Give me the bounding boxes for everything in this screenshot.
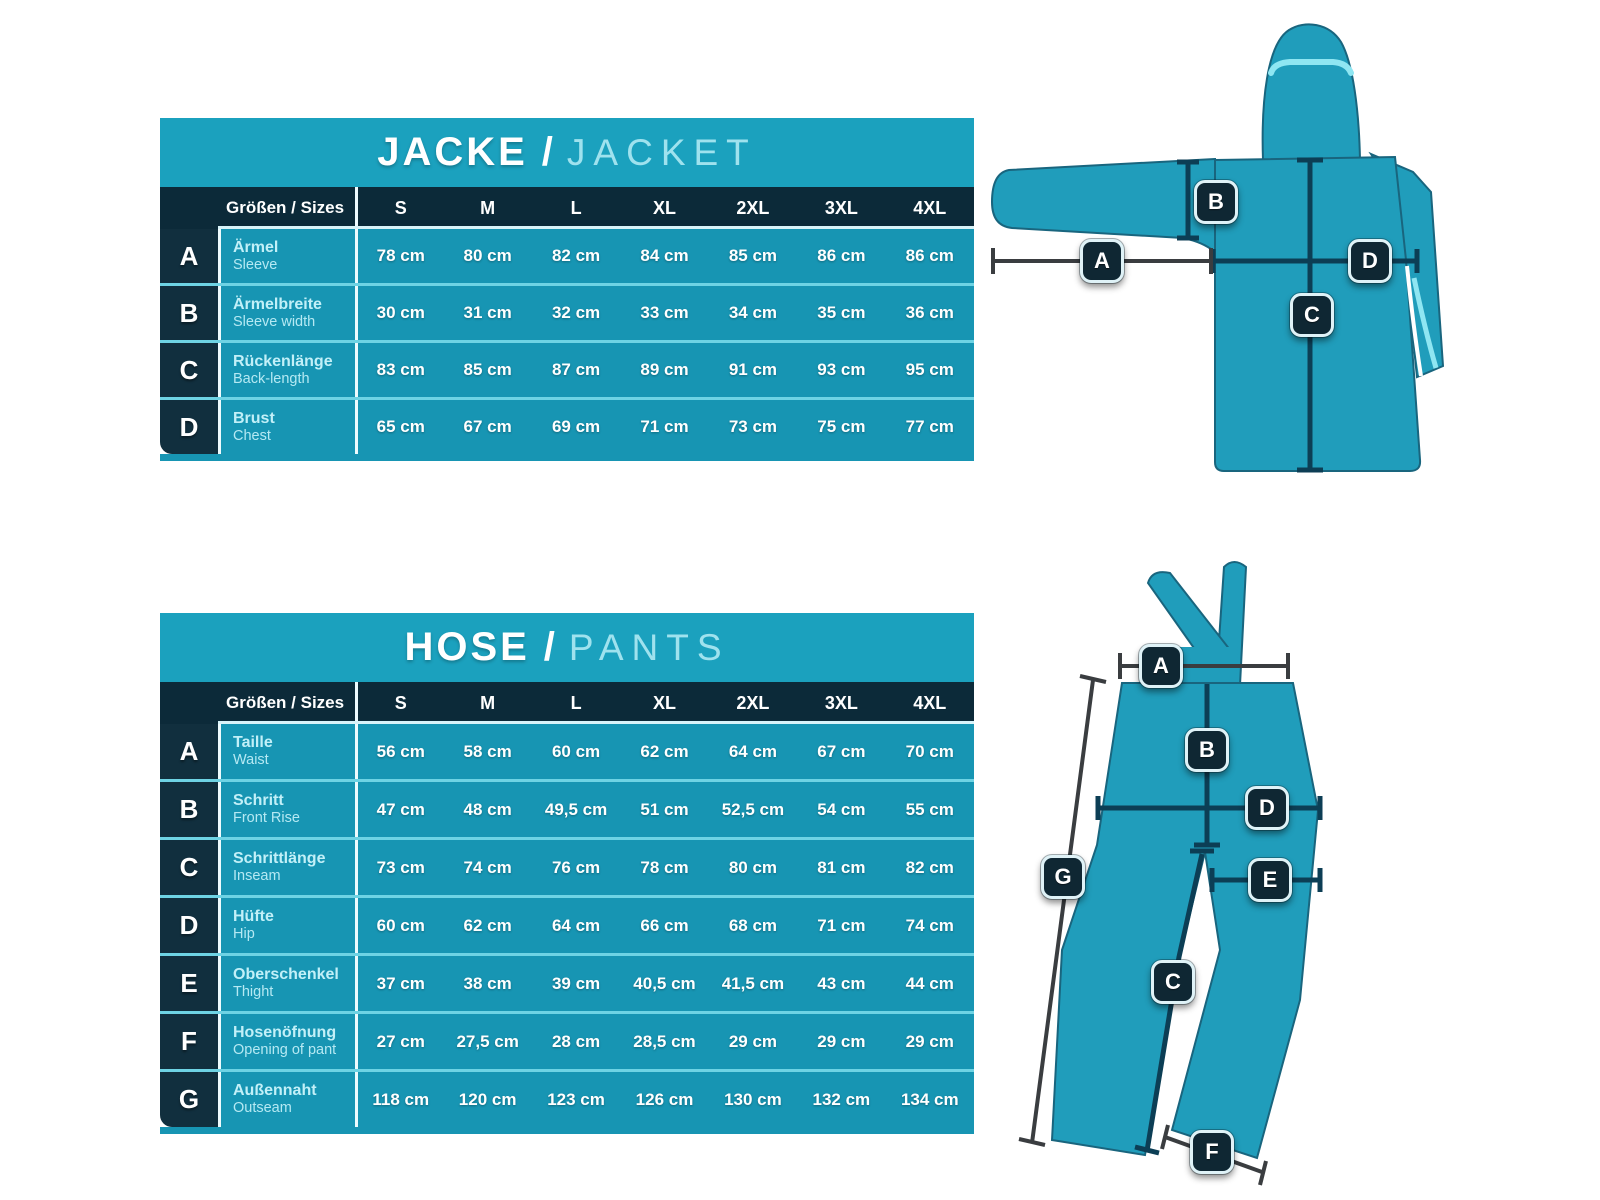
jacket-title-en: JACKET xyxy=(566,131,757,173)
pants-badge-letter-d: D xyxy=(1259,795,1275,820)
pants-value-cell: 43 cm xyxy=(797,956,885,1011)
pants-row-label-en: Front Rise xyxy=(233,810,300,827)
pants-row-label-en: Waist xyxy=(233,752,269,769)
pants-value-cell: 123 cm xyxy=(532,1072,620,1127)
pants-row-label-en: Outseam xyxy=(233,1100,292,1117)
jacket-size-column-3xl: 3XL xyxy=(824,197,858,218)
pants-size-column-4xl: 4XL xyxy=(913,692,947,713)
pants-row-label-en: Opening of pant xyxy=(233,1042,337,1059)
pants-value-cell: 74 cm xyxy=(886,898,974,953)
jacket-title-de: JACKE xyxy=(377,130,528,174)
pants-value-cell: 64 cm xyxy=(709,724,797,779)
pants-value-cell: 54 cm xyxy=(797,782,885,837)
pants-value-cell: 27 cm xyxy=(355,1014,443,1069)
pants-title-de: HOSE xyxy=(404,625,530,669)
pants-row-label-de: Außennaht xyxy=(233,1082,317,1100)
jacket-row-label-de: Brust xyxy=(233,409,275,427)
pants-value-cell: 126 cm xyxy=(620,1072,708,1127)
pants-value-cell: 40,5 cm xyxy=(620,956,708,1011)
pants-value-cell: 64 cm xyxy=(532,898,620,953)
pants-value-cell: 66 cm xyxy=(620,898,708,953)
pants-row-label-de: Schritt xyxy=(233,792,284,810)
pants-size-column-2xl: 2XL xyxy=(736,692,770,713)
pants-measure-badge-f xyxy=(1190,1130,1234,1174)
pants-row-label xyxy=(218,840,355,895)
jacket-value-cell: 85 cm xyxy=(443,343,531,397)
pants-value-cell: 80 cm xyxy=(709,840,797,895)
pants-badge-letter-e: E xyxy=(1262,867,1278,892)
pants-row-label-en: Hip xyxy=(233,926,255,943)
pants-size-column-m: M xyxy=(480,692,496,713)
pants-row-label xyxy=(218,1014,355,1069)
pants-badge-letter-g: G xyxy=(1054,864,1072,889)
jacket-row-label-en: Sleeve xyxy=(233,256,278,273)
jacket-row-label-en: Back-length xyxy=(233,370,310,387)
jacket-value-cell: 32 cm xyxy=(532,286,620,340)
jacket-badge-letter-d: D xyxy=(1362,248,1378,273)
pants-value-cell: 28,5 cm xyxy=(620,1014,708,1069)
pants-value-cell: 67 cm xyxy=(797,724,885,779)
pants-row-label-de: Schrittlänge xyxy=(233,850,326,868)
pants-value-cell: 76 cm xyxy=(532,840,620,895)
pants-table-title xyxy=(160,613,974,682)
pants-value-cell: 48 cm xyxy=(443,782,531,837)
pants-value-cell: 74 cm xyxy=(443,840,531,895)
pants-measure-badge-d xyxy=(1245,786,1289,830)
pants-row-label xyxy=(218,956,355,1011)
pants-table-row-e xyxy=(160,953,974,1011)
pants-table-rows xyxy=(160,724,974,1127)
pants-row-letter: E xyxy=(160,956,218,1011)
pants-value-cell: 52,5 cm xyxy=(709,782,797,837)
jacket-title-separator: / xyxy=(541,130,553,174)
pants-measure-badge-e xyxy=(1248,858,1292,902)
jacket-badge-letter-c: C xyxy=(1304,302,1320,327)
jacket-value-cell: 71 cm xyxy=(620,400,708,454)
jacket-value-cell: 30 cm xyxy=(355,286,443,340)
jacket-table-header xyxy=(160,187,974,229)
pants-value-cell: 37 cm xyxy=(355,956,443,1011)
pants-measure-badge-b xyxy=(1185,728,1229,772)
pants-value-cell: 118 cm xyxy=(355,1072,443,1127)
pants-value-cell: 56 cm xyxy=(355,724,443,779)
pants-badge-letter-f: F xyxy=(1205,1139,1219,1164)
jacket-table-row-d xyxy=(160,397,974,454)
jacket-value-cell: 33 cm xyxy=(620,286,708,340)
jacket-value-cell: 73 cm xyxy=(709,400,797,454)
pants-row-label xyxy=(218,782,355,837)
pants-row-letter: A xyxy=(160,724,218,779)
jacket-value-cell: 86 cm xyxy=(797,229,885,283)
pants-size-table xyxy=(160,613,974,1134)
pants-badge-letter-b: B xyxy=(1199,737,1215,762)
pants-value-cell: 29 cm xyxy=(797,1014,885,1069)
jacket-size-column-2xl: 2XL xyxy=(736,197,770,218)
jacket-measure-badge-a xyxy=(1080,239,1124,283)
pants-value-cell: 39 cm xyxy=(532,956,620,1011)
jacket-value-cell: 86 cm xyxy=(886,229,974,283)
pants-row-label-de: Hüfte xyxy=(233,908,274,926)
jacket-value-cell: 77 cm xyxy=(886,400,974,454)
pants-value-cell: 41,5 cm xyxy=(709,956,797,1011)
jacket-value-cell: 83 cm xyxy=(355,343,443,397)
pants-row-label-en: Thight xyxy=(233,984,274,1001)
jacket-value-cell: 75 cm xyxy=(797,400,885,454)
jacket-row-letter: C xyxy=(160,343,218,397)
pants-row-label xyxy=(218,724,355,779)
jacket-row-letter: B xyxy=(160,286,218,340)
pants-value-cell: 51 cm xyxy=(620,782,708,837)
jacket-row-letter: A xyxy=(160,229,218,283)
pants-value-cell: 71 cm xyxy=(797,898,885,953)
pants-value-cell: 58 cm xyxy=(443,724,531,779)
jacket-value-cell: 36 cm xyxy=(886,286,974,340)
jacket-table-row-b xyxy=(160,283,974,340)
jacket-hood xyxy=(1263,24,1360,160)
pants-value-cell: 132 cm xyxy=(797,1072,885,1127)
pants-row-label-de: Hosenöfnung xyxy=(233,1024,337,1042)
jacket-size-column-4xl: 4XL xyxy=(913,197,947,218)
pants-measure-badge-g xyxy=(1041,855,1085,899)
pants-value-cell: 44 cm xyxy=(886,956,974,1011)
pants-badge-letter-a: A xyxy=(1153,653,1169,678)
jacket-row-label-en: Chest xyxy=(233,427,271,444)
jacket-row-label-en: Sleeve width xyxy=(233,313,316,330)
jacket-size-column-m: M xyxy=(480,197,496,218)
jacket-sizes-label: Größen / Sizes xyxy=(226,198,345,217)
jacket-value-cell: 82 cm xyxy=(532,229,620,283)
jacket-size-column-l: L xyxy=(570,197,582,218)
jacket-value-cell: 78 cm xyxy=(355,229,443,283)
jacket-value-cell: 84 cm xyxy=(620,229,708,283)
pants-value-cell: 82 cm xyxy=(886,840,974,895)
pants-value-cell: 130 cm xyxy=(709,1072,797,1127)
pants-measure-badge-c xyxy=(1151,960,1195,1004)
pants-value-cell: 60 cm xyxy=(355,898,443,953)
pants-table-row-b xyxy=(160,779,974,837)
jacket-size-column-s: S xyxy=(355,187,443,229)
pants-value-cell: 70 cm xyxy=(886,724,974,779)
pants-row-letter: F xyxy=(160,1014,218,1069)
jacket-size-table xyxy=(160,118,974,461)
jacket-table-row-c xyxy=(160,340,974,397)
jacket-measure-badge-b xyxy=(1194,180,1238,224)
pants-table-row-f xyxy=(160,1011,974,1069)
pants-table-bottom-strip xyxy=(160,1127,974,1134)
jacket-value-cell: 31 cm xyxy=(443,286,531,340)
pants-value-cell: 29 cm xyxy=(709,1014,797,1069)
pants-value-cell: 62 cm xyxy=(620,724,708,779)
pants-size-column-xl: XL xyxy=(652,692,676,713)
jacket-table-bottom-strip xyxy=(160,454,974,461)
jacket-row-label-de: Rückenlänge xyxy=(233,352,333,370)
pants-table-row-d xyxy=(160,895,974,953)
pants-measurement-diagram xyxy=(1000,545,1340,1200)
pants-value-cell: 78 cm xyxy=(620,840,708,895)
jacket-row-label-de: Ärmel xyxy=(233,238,279,256)
jacket-row-label xyxy=(218,400,355,454)
pants-value-cell: 55 cm xyxy=(886,782,974,837)
jacket-badge-letter-b: B xyxy=(1208,189,1224,214)
pants-value-cell: 28 cm xyxy=(532,1014,620,1069)
jacket-value-cell: 89 cm xyxy=(620,343,708,397)
jacket-value-cell: 95 cm xyxy=(886,343,974,397)
pants-row-label xyxy=(218,1072,355,1127)
pants-title-en: PANTS xyxy=(568,626,730,668)
jacket-value-cell: 87 cm xyxy=(532,343,620,397)
jacket-value-cell: 67 cm xyxy=(443,400,531,454)
pants-size-column-l: L xyxy=(570,692,582,713)
jacket-value-cell: 65 cm xyxy=(355,400,443,454)
pants-row-letter: B xyxy=(160,782,218,837)
pants-value-cell: 68 cm xyxy=(709,898,797,953)
jacket-size-column-xl: XL xyxy=(652,197,676,218)
jacket-badge-letter-a: A xyxy=(1094,248,1110,273)
jacket-value-cell: 91 cm xyxy=(709,343,797,397)
pants-table-row-a xyxy=(160,724,974,779)
pants-value-cell: 60 cm xyxy=(532,724,620,779)
jacket-measure-badge-c xyxy=(1290,293,1334,337)
jacket-illustration xyxy=(975,10,1500,490)
pants-row-letter: D xyxy=(160,898,218,953)
pants-measure-badge-a xyxy=(1139,644,1183,688)
jacket-row-letter: D xyxy=(160,400,218,454)
jacket-row-label xyxy=(218,229,355,283)
pants-row-label-de: Taille xyxy=(233,734,273,752)
pants-row-letter: G xyxy=(160,1072,218,1127)
jacket-measurement-diagram xyxy=(975,10,1500,490)
pants-table-header xyxy=(160,682,974,724)
pants-size-column-3xl: 3XL xyxy=(824,692,858,713)
pants-value-cell: 73 cm xyxy=(355,840,443,895)
pants-value-cell: 29 cm xyxy=(886,1014,974,1069)
pants-size-column-s: S xyxy=(355,682,443,724)
pants-value-cell: 120 cm xyxy=(443,1072,531,1127)
pants-badge-letter-c: C xyxy=(1165,969,1181,994)
jacket-row-label xyxy=(218,286,355,340)
jacket-value-cell: 85 cm xyxy=(709,229,797,283)
jacket-measure-badge-d xyxy=(1348,239,1392,283)
pants-row-letter: C xyxy=(160,840,218,895)
jacket-value-cell: 35 cm xyxy=(797,286,885,340)
jacket-value-cell: 69 cm xyxy=(532,400,620,454)
pants-sizes-label: Größen / Sizes xyxy=(226,693,345,712)
pants-value-cell: 134 cm xyxy=(886,1072,974,1127)
jacket-table-rows xyxy=(160,229,974,454)
jacket-value-cell: 34 cm xyxy=(709,286,797,340)
pants-row-label xyxy=(218,898,355,953)
pants-value-cell: 47 cm xyxy=(355,782,443,837)
jacket-table-row-a xyxy=(160,229,974,283)
pants-value-cell: 49,5 cm xyxy=(532,782,620,837)
pants-row-label-en: Inseam xyxy=(233,868,281,885)
pants-value-cell: 81 cm xyxy=(797,840,885,895)
pants-value-cell: 62 cm xyxy=(443,898,531,953)
pants-value-cell: 38 cm xyxy=(443,956,531,1011)
jacket-value-cell: 80 cm xyxy=(443,229,531,283)
jacket-row-label xyxy=(218,343,355,397)
pants-table-row-c xyxy=(160,837,974,895)
pants-value-cell: 27,5 cm xyxy=(443,1014,531,1069)
jacket-row-label-de: Ärmelbreite xyxy=(233,295,322,313)
pants-table-row-g xyxy=(160,1069,974,1127)
pants-row-label-de: Oberschenkel xyxy=(233,966,339,984)
pants-title-separator: / xyxy=(543,625,555,669)
jacket-value-cell: 93 cm xyxy=(797,343,885,397)
jacket-table-title xyxy=(160,118,974,187)
